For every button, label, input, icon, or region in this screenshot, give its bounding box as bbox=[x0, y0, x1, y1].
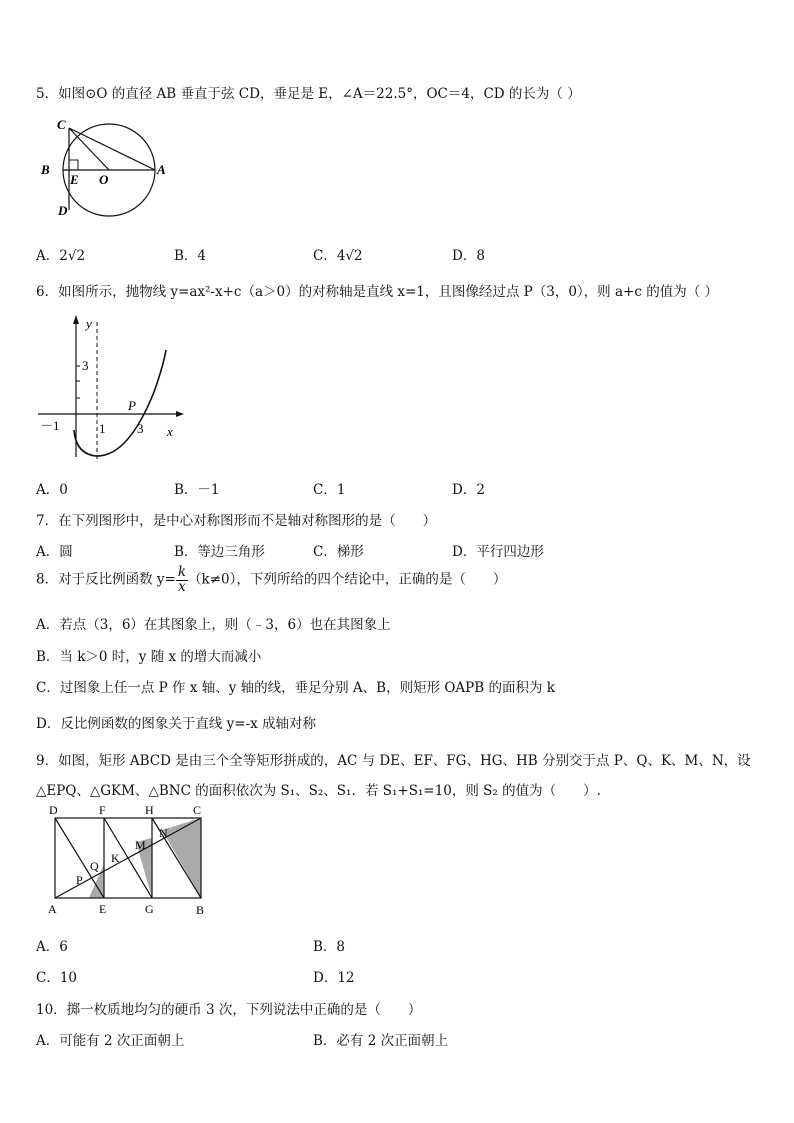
q9-label-E: E bbox=[99, 902, 107, 916]
q5-option-c: C．4√2 bbox=[313, 248, 363, 264]
q10-option-a: A．可能有 2 次正面朝上 bbox=[36, 1033, 185, 1049]
q8-stem bbox=[36, 566, 506, 594]
q6-label-3-x: 3 bbox=[137, 421, 144, 436]
q9-label-M: M bbox=[135, 838, 146, 852]
q9-label-P: P bbox=[76, 873, 83, 887]
q6-parabola-figure bbox=[36, 312, 186, 462]
q6-option-a: A．0 bbox=[36, 482, 68, 498]
q9-option-d: D．12 bbox=[313, 970, 355, 986]
q6-option-d: D．2 bbox=[452, 482, 485, 498]
q5-option-b: B．4 bbox=[174, 248, 207, 264]
q6-label-3-y: 3 bbox=[82, 358, 89, 373]
q8-option-c: C．过图象上任一点 P 作 x 轴、y 轴的线，垂足分别 A、B，则矩形 OAPB 的面积为 k bbox=[36, 680, 555, 696]
q9-label-G: G bbox=[145, 902, 154, 916]
q8-stem-post: （k≠0），下列所给的四个结论中，正确的是（ ） bbox=[188, 571, 507, 588]
q6-option-b: B．－1 bbox=[174, 482, 220, 498]
q7-option-d: D．平行四边形 bbox=[452, 544, 544, 560]
q9-stem-line2: △EPQ、△GKM、△BNC 的面积依次为 S₁、S₂、S₁．若 S₁+S₁=10，则 S₂ 的值为（ ）. bbox=[36, 783, 601, 799]
q8-option-d: D．反比例函数的图象关于直线 y=-x 成轴对称 bbox=[36, 716, 317, 732]
q5-label-O: O bbox=[99, 172, 109, 187]
q9-label-K: K bbox=[111, 851, 120, 865]
q6-stem: 6．如图所示，抛物线 y=ax²-x+c（a＞0）的对称轴是直线 x=1，且图像经过点 P（3，0），则 a+c 的值为（ ） bbox=[36, 284, 718, 300]
q8-frac-num: k bbox=[177, 564, 187, 580]
q8-stem-pre: 8．对于反比例函数 y= bbox=[36, 571, 176, 588]
q5-circle-figure bbox=[36, 112, 166, 222]
q9-label-B: B bbox=[196, 903, 205, 917]
q9-rectangles-figure bbox=[36, 804, 216, 920]
q5-label-A: A bbox=[157, 162, 166, 177]
q8-fraction bbox=[176, 566, 188, 594]
q9-option-b: B．8 bbox=[313, 939, 346, 955]
q5-label-C: C bbox=[57, 117, 66, 132]
q7-stem: 7．在下列图形中，是中心对称图形而不是轴对称图形的是（ ） bbox=[36, 513, 437, 529]
q6-label-y: y bbox=[86, 316, 92, 331]
q6-option-c: C．1 bbox=[313, 482, 346, 498]
q8-option-b: B．当 k＞0 时，y 随 x 的增大而减小 bbox=[36, 649, 262, 665]
q9-option-c: C．10 bbox=[36, 970, 78, 986]
q10-option-b: B．必有 2 次正面朝上 bbox=[313, 1033, 449, 1049]
q5-label-B: B bbox=[41, 162, 50, 177]
q8-frac-den: x bbox=[178, 578, 186, 595]
q8-option-a: A．若点（3，6）在其图象上，则（﹣3，6）也在其图象上 bbox=[36, 617, 391, 633]
q9-label-Q: Q bbox=[90, 859, 99, 873]
q5-stem: 5．如图⊙O 的直径 AB 垂直于弦 CD，垂足是 E，∠A＝22.5°，OC＝4，CD 的长为（ ） bbox=[36, 86, 581, 102]
q9-label-A: A bbox=[48, 902, 57, 916]
q10-stem: 10．掷一枚质地均匀的硬币 3 次，下列说法中正确的是（ ） bbox=[36, 1002, 422, 1018]
q9-label-C: C bbox=[193, 803, 202, 817]
q9-label-H: H bbox=[145, 803, 154, 817]
q9-stem-line1: 9．如图，矩形 ABCD 是由三个全等矩形拼成的，AC 与 DE、EF、FG、HG、HB 分别交于点 P、Q、K、M、N，设 bbox=[36, 753, 751, 769]
q5-label-D: D bbox=[58, 203, 68, 218]
q7-option-c: C．梯形 bbox=[313, 544, 364, 560]
q5-label-E: E bbox=[70, 172, 79, 187]
q7-option-a: A．圆 bbox=[36, 544, 73, 560]
q7-option-b: B．等边三角形 bbox=[174, 544, 265, 560]
q6-label-1: 1 bbox=[99, 421, 106, 436]
q6-label-P: P bbox=[128, 398, 136, 413]
q9-label-N: N bbox=[159, 826, 168, 840]
q6-label-x: x bbox=[167, 424, 173, 439]
q9-option-a: A．6 bbox=[36, 939, 68, 955]
q5-option-a: A．2√2 bbox=[36, 248, 86, 264]
q6-label-minus-1: －1 bbox=[40, 418, 60, 433]
q9-label-F: F bbox=[99, 803, 106, 817]
q5-option-d: D．8 bbox=[452, 248, 485, 264]
q9-label-D: D bbox=[49, 803, 58, 817]
